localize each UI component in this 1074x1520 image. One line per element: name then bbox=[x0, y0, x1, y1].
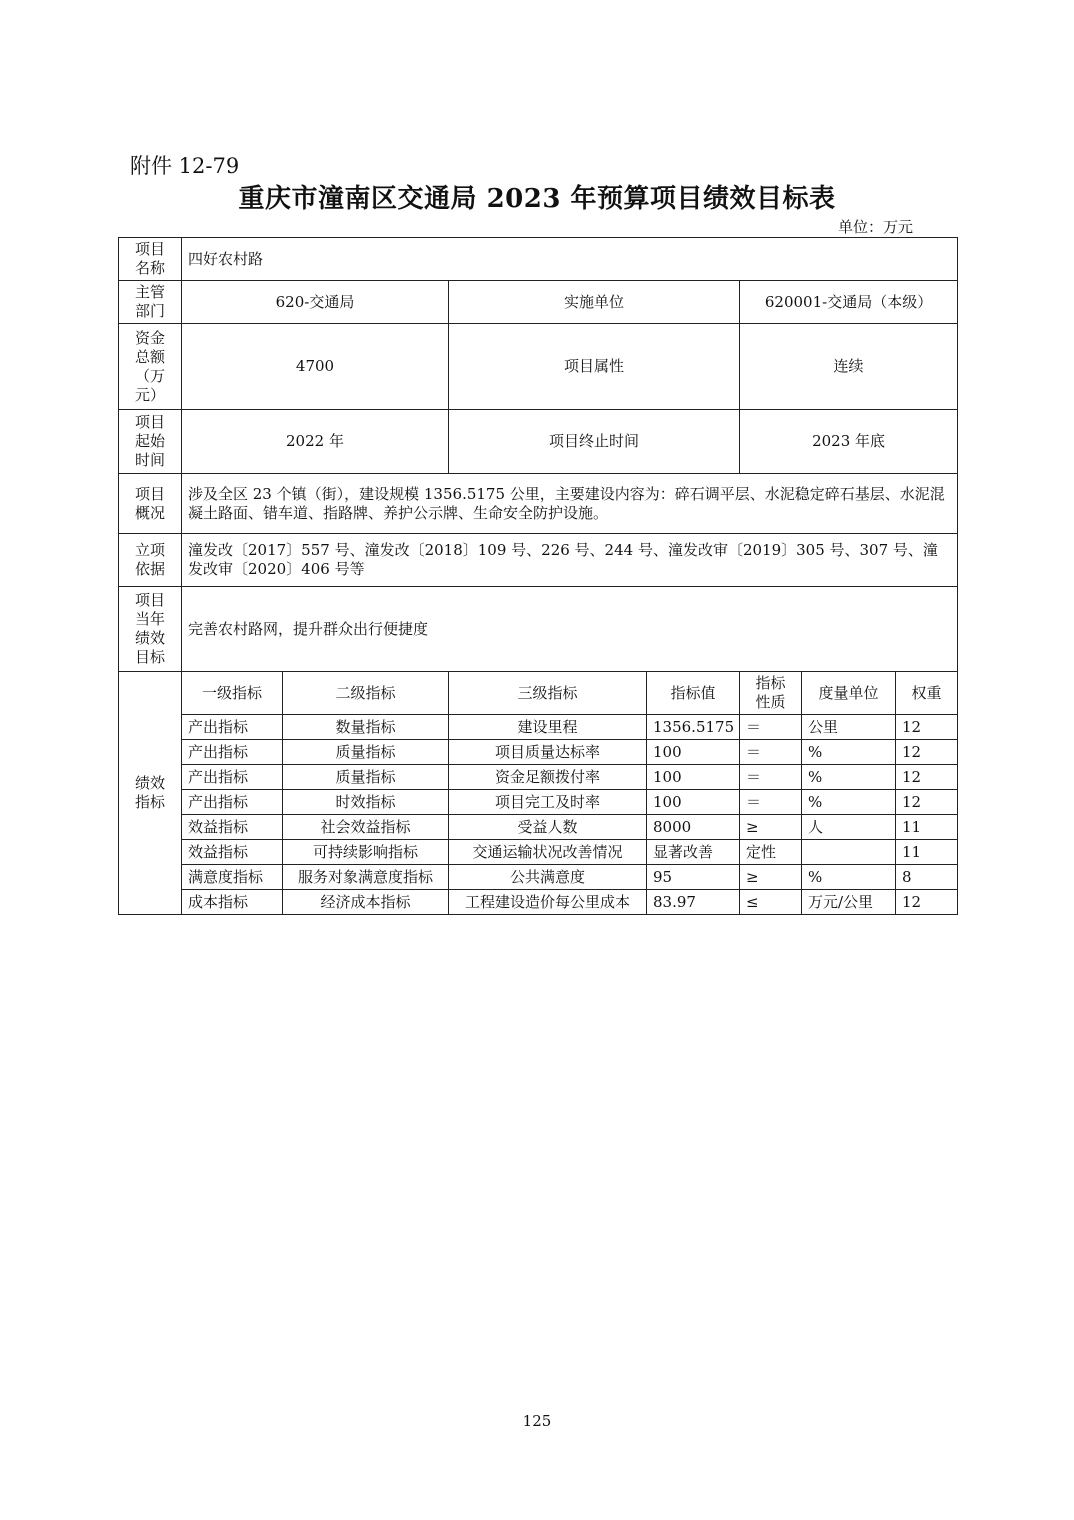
cell-weight: 8 bbox=[896, 865, 958, 890]
label-overview: 项目 概况 bbox=[119, 474, 182, 534]
cell-nature: ＝ bbox=[740, 715, 802, 740]
cell-unit: % bbox=[802, 790, 896, 815]
indicator-row bbox=[119, 740, 958, 765]
label-dept: 主管 部门 bbox=[119, 281, 182, 324]
cell-weight: 12 bbox=[896, 765, 958, 790]
cell-weight: 11 bbox=[896, 815, 958, 840]
cell-level3: 建设里程 bbox=[449, 715, 647, 740]
project-name: 四好农村路 bbox=[182, 238, 958, 281]
label-attr: 项目属性 bbox=[449, 324, 740, 410]
cell-level3: 工程建设造价每公里成本 bbox=[449, 890, 647, 915]
attachment-number: 附件 12-79 bbox=[130, 154, 240, 178]
header-level1: 一级指标 bbox=[182, 672, 283, 715]
cell-level1: 效益指标 bbox=[182, 840, 283, 865]
cell-unit: 万元/公里 bbox=[802, 890, 896, 915]
row-basis bbox=[119, 534, 958, 587]
page-number: 125 bbox=[522, 1412, 552, 1430]
label-end: 项目终止时间 bbox=[449, 410, 740, 474]
cell-unit: % bbox=[802, 740, 896, 765]
row-goal bbox=[119, 587, 958, 672]
cell-level2: 质量指标 bbox=[283, 765, 449, 790]
start-value: 2022 年 bbox=[182, 410, 449, 474]
indicator-row bbox=[119, 765, 958, 790]
cell-unit bbox=[802, 840, 896, 865]
label-project-name: 项目 名称 bbox=[119, 238, 182, 281]
cell-level1: 成本指标 bbox=[182, 890, 283, 915]
cell-level3: 受益人数 bbox=[449, 815, 647, 840]
label-fund: 资金 总额 （万 元） bbox=[119, 324, 182, 410]
cell-value: 100 bbox=[647, 740, 740, 765]
cell-nature: ≤ bbox=[740, 890, 802, 915]
cell-nature: ≥ bbox=[740, 815, 802, 840]
cell-level1: 产出指标 bbox=[182, 740, 283, 765]
label-goal: 项目 当年 绩效 目标 bbox=[119, 587, 182, 672]
row-overview bbox=[119, 474, 958, 534]
cell-level1: 产出指标 bbox=[182, 790, 283, 815]
performance-table bbox=[118, 237, 958, 915]
cell-level3: 资金足额拨付率 bbox=[449, 765, 647, 790]
cell-nature: ＝ bbox=[740, 740, 802, 765]
cell-weight: 11 bbox=[896, 840, 958, 865]
overview-text: 涉及全区 23 个镇（街），建设规模 1356.5175 公里，主要建设内容为：碎石调平层、水泥稳定碎石基层、水泥混凝土路面、错车道、指路牌、养护公示牌、生命安全防护设施。 bbox=[182, 474, 958, 534]
cell-unit: % bbox=[802, 765, 896, 790]
indicator-row bbox=[119, 865, 958, 890]
cell-value: 8000 bbox=[647, 815, 740, 840]
cell-level2: 质量指标 bbox=[283, 740, 449, 765]
header-value: 指标值 bbox=[647, 672, 740, 715]
row-fund bbox=[119, 324, 958, 410]
cell-level1: 产出指标 bbox=[182, 715, 283, 740]
cell-nature: ＝ bbox=[740, 790, 802, 815]
cell-unit: % bbox=[802, 865, 896, 890]
cell-level2: 服务对象满意度指标 bbox=[283, 865, 449, 890]
cell-value: 95 bbox=[647, 865, 740, 890]
row-dept bbox=[119, 281, 958, 324]
impl-value: 620001-交通局（本级） bbox=[740, 281, 958, 324]
cell-unit: 公里 bbox=[802, 715, 896, 740]
end-value: 2023 年底 bbox=[740, 410, 958, 474]
cell-level3: 项目质量达标率 bbox=[449, 740, 647, 765]
document-title: 重庆市潼南区交通局 2023 年预算项目绩效目标表 bbox=[238, 184, 836, 214]
cell-weight: 12 bbox=[896, 790, 958, 815]
cell-level2: 时效指标 bbox=[283, 790, 449, 815]
row-time bbox=[119, 410, 958, 474]
cell-level1: 满意度指标 bbox=[182, 865, 283, 890]
header-weight: 权重 bbox=[896, 672, 958, 715]
row-project-name bbox=[119, 238, 958, 281]
cell-unit: 人 bbox=[802, 815, 896, 840]
fund-value: 4700 bbox=[182, 324, 449, 410]
goal-text: 完善农村路网，提升群众出行便捷度 bbox=[182, 587, 958, 672]
cell-weight: 12 bbox=[896, 715, 958, 740]
cell-nature: ≥ bbox=[740, 865, 802, 890]
label-basis: 立项 依据 bbox=[119, 534, 182, 587]
cell-level3: 公共满意度 bbox=[449, 865, 647, 890]
cell-nature: ＝ bbox=[740, 765, 802, 790]
cell-level1: 效益指标 bbox=[182, 815, 283, 840]
cell-value: 1356.5175 bbox=[647, 715, 740, 740]
cell-level2: 社会效益指标 bbox=[283, 815, 449, 840]
unit-note: 单位：万元 bbox=[838, 218, 914, 236]
cell-weight: 12 bbox=[896, 740, 958, 765]
cell-value: 显著改善 bbox=[647, 840, 740, 865]
header-level2: 二级指标 bbox=[283, 672, 449, 715]
cell-value: 100 bbox=[647, 765, 740, 790]
indicator-row bbox=[119, 890, 958, 915]
header-level3: 三级指标 bbox=[449, 672, 647, 715]
cell-level3: 交通运输状况改善情况 bbox=[449, 840, 647, 865]
cell-level2: 可持续影响指标 bbox=[283, 840, 449, 865]
label-indicators: 绩效 指标 bbox=[119, 672, 182, 915]
cell-weight: 12 bbox=[896, 890, 958, 915]
indicator-row bbox=[119, 815, 958, 840]
indicator-row bbox=[119, 790, 958, 815]
cell-level2: 数量指标 bbox=[283, 715, 449, 740]
dept-value: 620-交通局 bbox=[182, 281, 449, 324]
cell-level1: 产出指标 bbox=[182, 765, 283, 790]
attr-value: 连续 bbox=[740, 324, 958, 410]
indicator-row bbox=[119, 715, 958, 740]
cell-value: 83.97 bbox=[647, 890, 740, 915]
cell-value: 100 bbox=[647, 790, 740, 815]
header-unit: 度量单位 bbox=[802, 672, 896, 715]
cell-level2: 经济成本指标 bbox=[283, 890, 449, 915]
cell-nature: 定性 bbox=[740, 840, 802, 865]
label-impl: 实施单位 bbox=[449, 281, 740, 324]
basis-text: 潼发改〔2017〕557 号、潼发改〔2018〕109 号、226 号、244 号、潼发改审〔2019〕305 号、307 号、潼发改审〔2020〕406 号等 bbox=[182, 534, 958, 587]
indicator-header-row bbox=[119, 672, 958, 715]
cell-level3: 项目完工及时率 bbox=[449, 790, 647, 815]
indicator-row bbox=[119, 840, 958, 865]
header-nature: 指标 性质 bbox=[740, 672, 802, 715]
label-start: 项目 起始 时间 bbox=[119, 410, 182, 474]
